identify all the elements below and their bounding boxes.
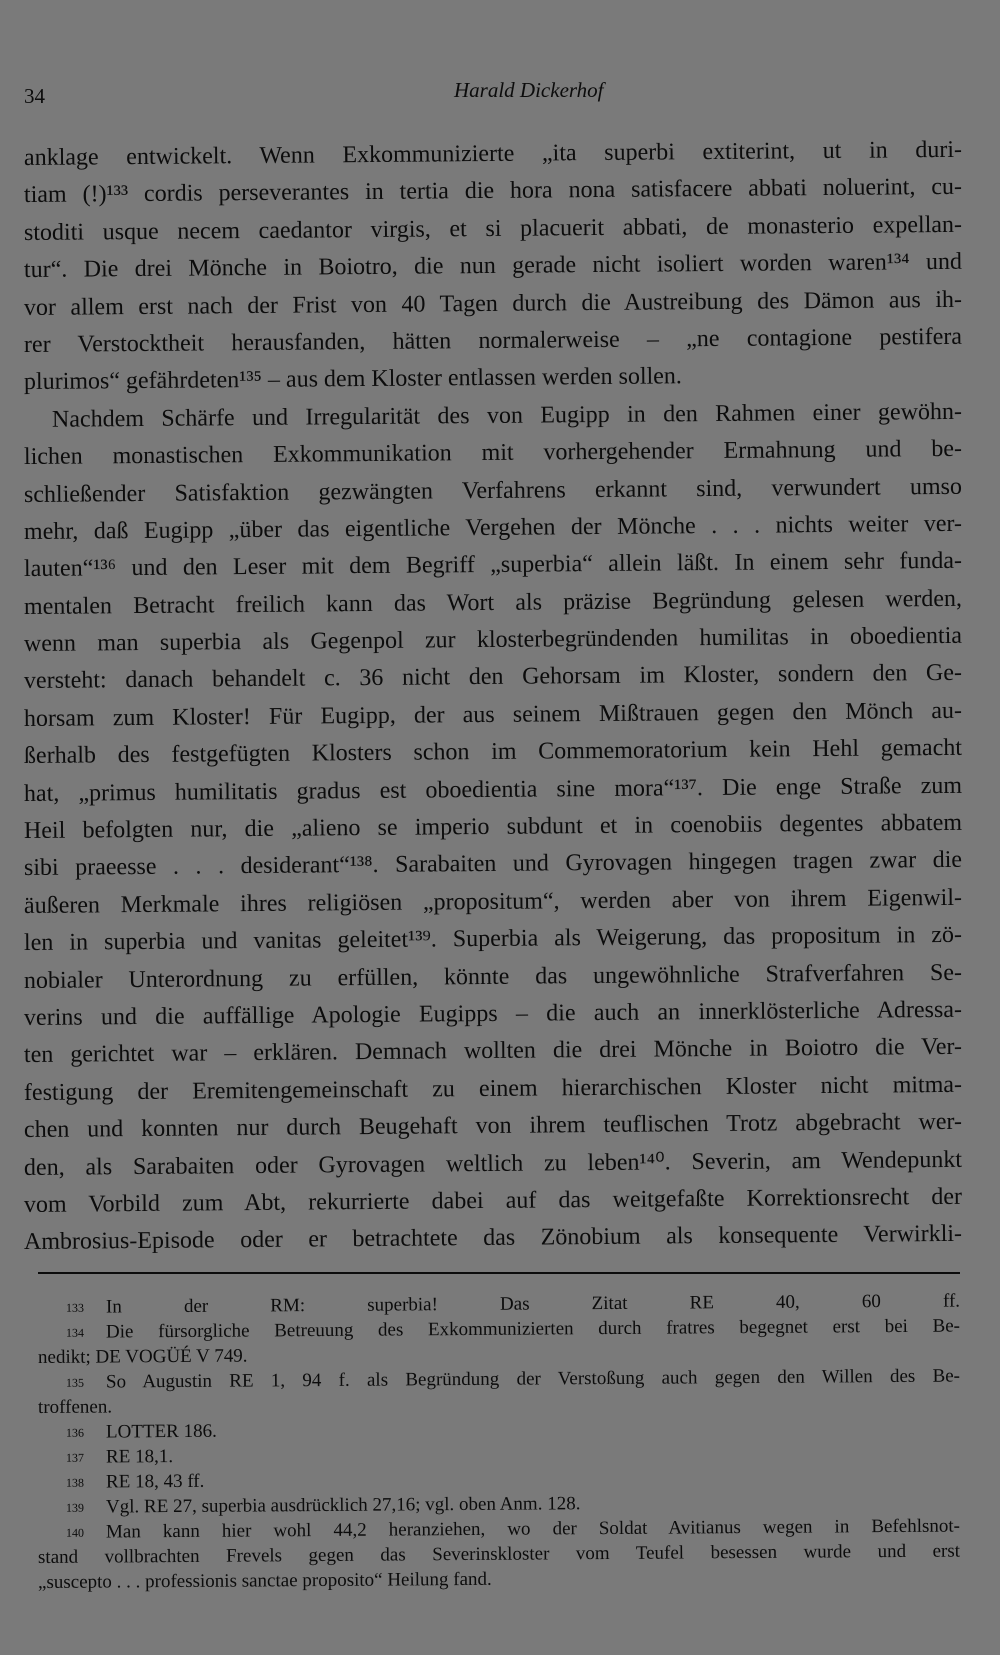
body-line: anklage entwickelt. Wenn Exkommunizierte „ita superbi extiterint, ut in duri- — [23, 136, 963, 171]
footnote-separator-rule — [38, 1272, 960, 1274]
footnote-number: 140 — [65, 1525, 85, 1540]
footnotes — [37, 1290, 961, 1595]
body-line: mentalen Betracht freilich kann das Wort als präzise Begründung gelesen werden, — [23, 585, 963, 620]
body-line: nobialer Unterordnung zu erfüllen, könnte das ungewöhnliche Strafverfahren Se- — [23, 959, 963, 994]
body-line: schließender Satisfaktion gezwängten Verfahrens erkannt sind, verwundert umso — [23, 473, 963, 508]
body-line: horsam zum Kloster! Für Eugipp, der aus seinem Mißtrauen gegen den Mönch au- — [23, 697, 963, 732]
footnote-number: 134 — [65, 1325, 85, 1340]
footnote-number: 133 — [65, 1300, 85, 1315]
body-line: hat, „primus humilitatis gradus est oboedientia sine mora“¹³⁷. Die enge Straße zum — [23, 772, 963, 807]
body-line: Heil befolgten nur, die „alieno se imperio subdunt et in coenobiis degentes abbatem — [23, 809, 963, 845]
body-line: den, als Sarabaiten oder Gyrovagen weltlich zu leben¹⁴⁰. Severin, am Wendepunkt — [23, 1146, 963, 1181]
body-line: äußeren Merkmale ihres religiösen „propositum“, werden aber von ihrem Eigenwil- — [23, 884, 963, 919]
footnote-text: „suscepto . . . professionis sanctae proposito“ Heilung fand. — [37, 1568, 492, 1593]
footnote-text: nedikt; DE VOGÜÉ V 749. — [37, 1345, 248, 1368]
body-line: vom Vorbild zum Abt, rekurrierte dabei auf das weitgefaßte Korrektionsrecht der — [23, 1183, 963, 1218]
body-line: lichen monastischen Exkommunikation mit vorhergehender Ermahnung und be- — [23, 435, 963, 471]
page-number: 34 — [24, 84, 45, 108]
body-line: verins und die auffällige Apologie Eugipps – die auch an innerklösterliche Adressa- — [23, 996, 963, 1031]
footnote-text: In der RM: superbia! Das Zitat RE 40, 60 ff. — [105, 1290, 961, 1318]
body-line: wenn man superbia als Gegenpol zur klosterbegründenden humilitas in oboedientia — [23, 622, 963, 658]
paragraph-start-line: Nachdem Schärfe und Irregularität des von Eugipp in den Rahmen einer gewöhn- — [51, 398, 963, 433]
body-line: rer Verstocktheit herausfanden, hätten normalerweise – „ne contagione pestifera — [23, 323, 963, 358]
footnote-number: 135 — [65, 1375, 85, 1390]
body-line: len in superbia und vanitas geleitet¹³⁹. Superbia als Weigerung, das propositum in zö- — [23, 922, 963, 957]
footnote-text: stand vollbrachten Frevels gegen das Severinskloster vom Teufel besessen wurde und erst — [37, 1540, 961, 1568]
footnote-text: Die fürsorgliche Betreuung des Exkommunizierten durch fratres begegnet erst bei Be- — [105, 1315, 961, 1343]
body-line: festigung der Eremitengemeinschaft zu einem hierarchischen Kloster nicht mitma- — [23, 1071, 963, 1106]
footnote-number: 139 — [65, 1500, 85, 1515]
footnote-text: So Augustin RE 1, 94 f. als Begründung der Verstoßung auch gegen den Willen des Be- — [105, 1365, 961, 1393]
footnote-text: LOTTER 186. — [105, 1420, 217, 1443]
footnote-text: Man kann hier wohl 44,2 heranziehen, wo der Soldat Avitianus wegen in Befehlsnot- — [105, 1515, 961, 1543]
body-line: plurimos“ gefährdeten¹³⁵ – aus dem Kloster entlassen werden sollen. — [23, 363, 682, 396]
footnote-number: 137 — [65, 1450, 85, 1465]
body-line: ßerhalb des festgefügten Klosters schon im Commemoratorium kein Hehl gemacht — [23, 735, 963, 770]
footnote-text: troffenen. — [37, 1396, 113, 1418]
body-line: versteht: danach behandelt c. 36 nicht den Gehorsam im Kloster, sondern den Ge- — [23, 660, 963, 695]
body-line: vor allem erst nach der Frist von 40 Tagen durch die Austreibung des Dämon aus ih- — [23, 286, 963, 321]
running-head-author: Harald Dickerhof — [454, 78, 604, 102]
body-line: tur“. Die drei Mönche in Boiotro, die nun gerade nicht isoliert worden waren¹³⁴ und — [23, 248, 963, 284]
body-line: lauten“¹³⁶ und den Leser mit dem Begriff „superbia“ allein läßt. In einem sehr funda- — [23, 548, 963, 583]
footnote-text: RE 18,1. — [105, 1446, 174, 1468]
footnote-number: 136 — [65, 1425, 85, 1440]
body-text — [23, 136, 963, 1262]
body-line: ten gerichtet war – erklären. Demnach wollten die drei Mönche in Boiotro die Ver- — [23, 1034, 963, 1069]
footnote-continuation-line — [38, 1564, 960, 1595]
footnote-text: RE 18, 43 ff. — [105, 1470, 205, 1493]
body-line: tiam (!)¹³³ cordis perseverantes in tertia die hora nona satisfacere abbati noluerint, cu- — [23, 174, 963, 209]
footnote-text: Vgl. RE 27, superbia ausdrücklich 27,16; vgl. oben Anm. 128. — [105, 1493, 581, 1518]
body-line: stoditi usque necem caedantor virgis, et si placuerit abbati, de monasterio expellan- — [23, 211, 963, 246]
body-line: chen und konnten nur durch Beugehaft von ihrem teuflischen Trotz abgebracht wer- — [23, 1108, 963, 1144]
footnote-number: 138 — [65, 1475, 85, 1490]
body-line: Ambrosius-Episode oder er betrachtete das Zönobium als konsequente Verwirkli- — [23, 1221, 963, 1256]
page-header — [24, 78, 960, 108]
body-line: mehr, daß Eugipp „über das eigentliche Vergehen der Mönche . . . nichts weiter ver- — [23, 510, 963, 545]
body-line: sibi praeesse . . . desiderant“¹³⁸. Sarabaiten und Gyrovagen hingegen tragen zwar die — [23, 847, 963, 882]
